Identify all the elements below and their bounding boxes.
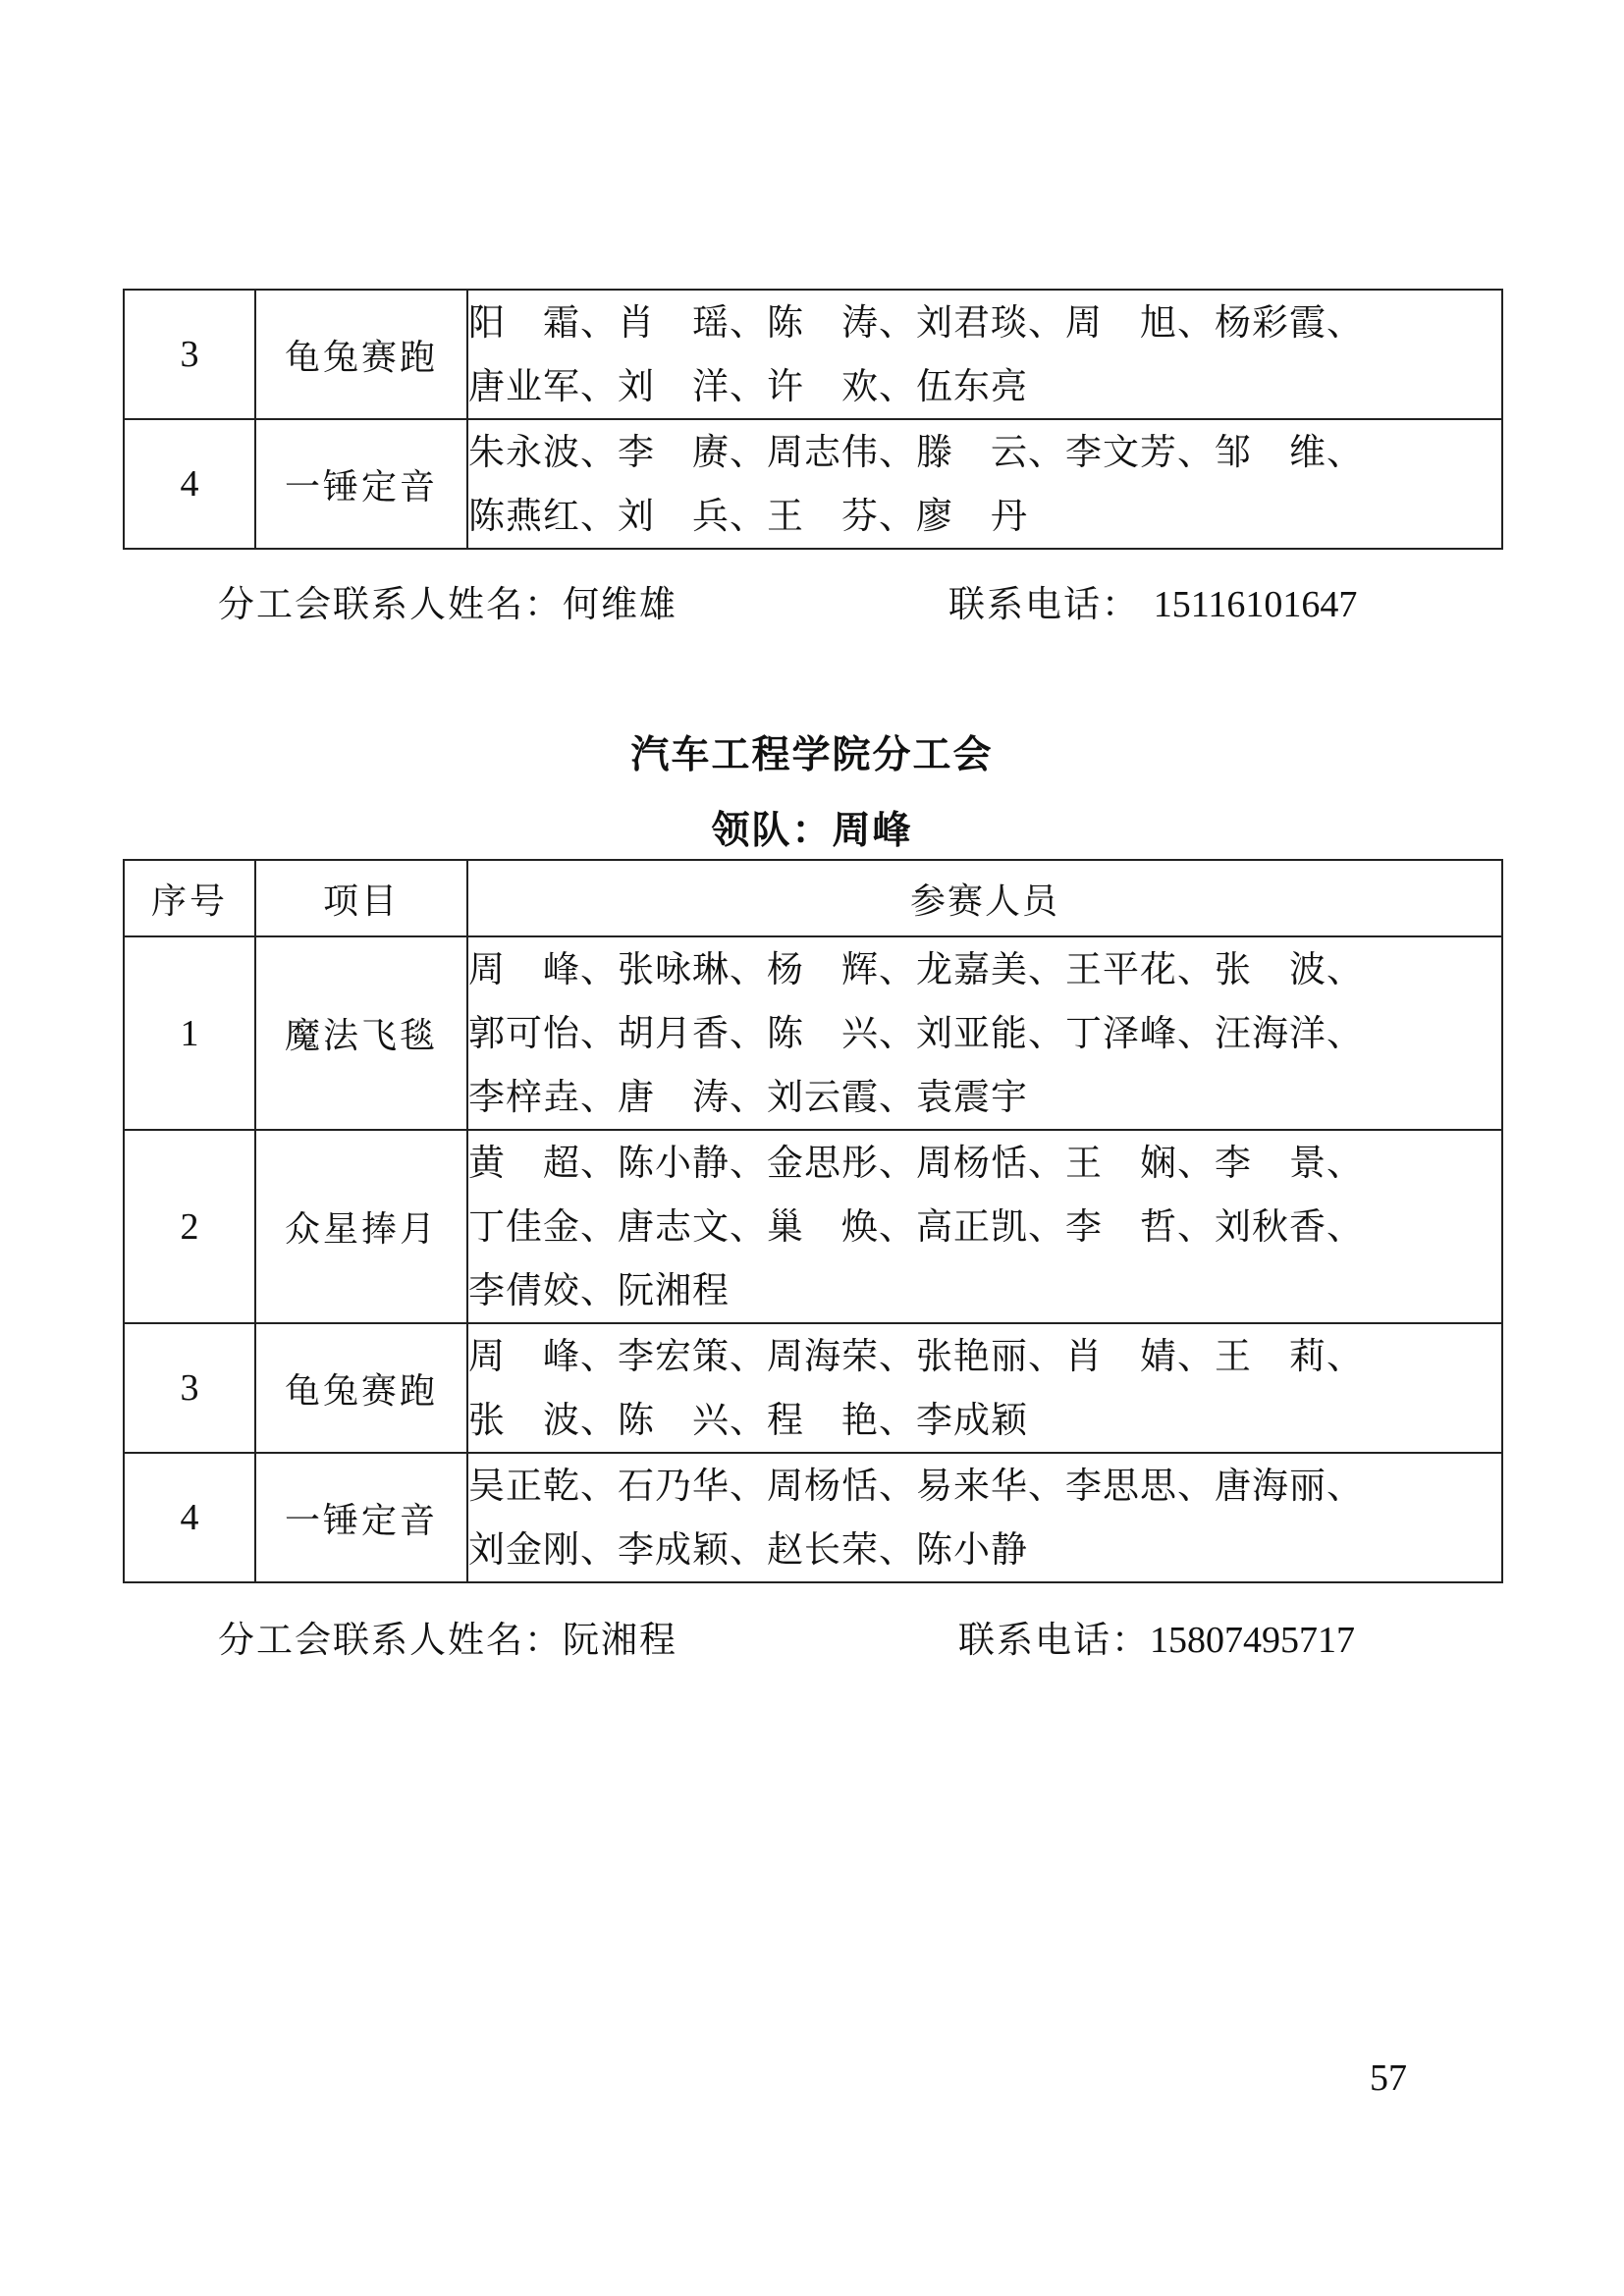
row-number: 3 [124,290,255,419]
project-name: 魔法飞毯 [255,936,467,1130]
roster-table-top [123,289,1503,550]
table-row [124,936,1502,1130]
page-number: 57 [1370,2057,1407,2099]
phone-number: 15807495717 [1150,1620,1355,1661]
member-line: 朱永波、李 赓、周志伟、滕 云、李文芳、邹 维、 [468,431,1364,473]
member-list [467,290,1502,419]
member-line: 唐业军、刘 洋、许 欢、伍东亮 [468,365,1028,407]
member-line: 李倩姣、阮湘程 [468,1269,730,1311]
contact-label: 分工会联系人姓名： [218,583,563,625]
row-number: 3 [124,1323,255,1453]
row-number: 1 [124,936,255,1130]
member-line: 周 峰、李宏策、周海荣、张艳丽、肖 婧、王 莉、 [468,1335,1364,1377]
project-name: 一锤定音 [255,1453,467,1582]
member-line: 吴正乾、石乃华、周杨恬、易来华、李思思、唐海丽、 [468,1465,1364,1507]
phone-label: 联系电话： [948,583,1140,625]
member-line: 陈燕红、刘 兵、王 芬、廖 丹 [468,495,1028,537]
section-title: 汽车工程学院分工会 [630,733,994,777]
team-leader: 领队：周峰 [711,809,913,853]
table-row [124,290,1502,419]
project-name: 龟兔赛跑 [255,290,467,419]
header-no: 序号 [124,860,255,936]
member-list [467,419,1502,549]
member-list [467,936,1502,1130]
member-line: 周 峰、张咏琳、杨 辉、龙嘉美、王平花、张 波、 [468,948,1364,990]
member-line: 阳 霜、肖 瑶、陈 涛、刘君琰、周 旭、杨彩霞、 [468,301,1364,344]
row-number: 2 [124,1130,255,1323]
contact-label: 分工会联系人姓名： [218,1619,563,1661]
project-name: 龟兔赛跑 [255,1323,467,1453]
member-line: 张 波、陈 兴、程 艳、李成颖 [468,1399,1028,1441]
member-line: 郭可怡、胡月香、陈 兴、刘亚能、丁泽峰、汪海洋、 [468,1012,1364,1054]
contact-line-2 [218,1610,677,1663]
phone-number: 15116101647 [1153,584,1358,625]
roster-table-auto [123,859,1503,1583]
member-line: 李梓垚、唐 涛、刘云霞、袁震宇 [468,1076,1028,1118]
row-number: 4 [124,419,255,549]
member-list [467,1323,1502,1453]
row-number: 4 [124,1453,255,1582]
phone-label: 联系电话： [958,1619,1150,1661]
header-project: 项目 [255,860,467,936]
contact-name: 阮湘程 [563,1619,677,1661]
contact-phone-1 [948,574,1357,627]
table-row [124,1453,1502,1582]
member-line: 刘金刚、李成颖、赵长荣、陈小静 [468,1528,1028,1571]
member-list [467,1453,1502,1582]
member-line: 黄 超、陈小静、金思彤、周杨恬、王 娴、李 景、 [468,1142,1364,1184]
table-row [124,1130,1502,1323]
header-members: 参赛人员 [467,860,1502,936]
contact-name: 何维雄 [563,583,677,625]
table-row [124,419,1502,549]
project-name: 一锤定音 [255,419,467,549]
table-header-row [124,860,1502,936]
table-row [124,1323,1502,1453]
contact-phone-2 [958,1610,1355,1663]
member-line: 丁佳金、唐志文、巢 焕、高正凯、李 哲、刘秋香、 [468,1205,1364,1248]
contact-line-1 [218,574,677,627]
member-list [467,1130,1502,1323]
project-name: 众星捧月 [255,1130,467,1323]
